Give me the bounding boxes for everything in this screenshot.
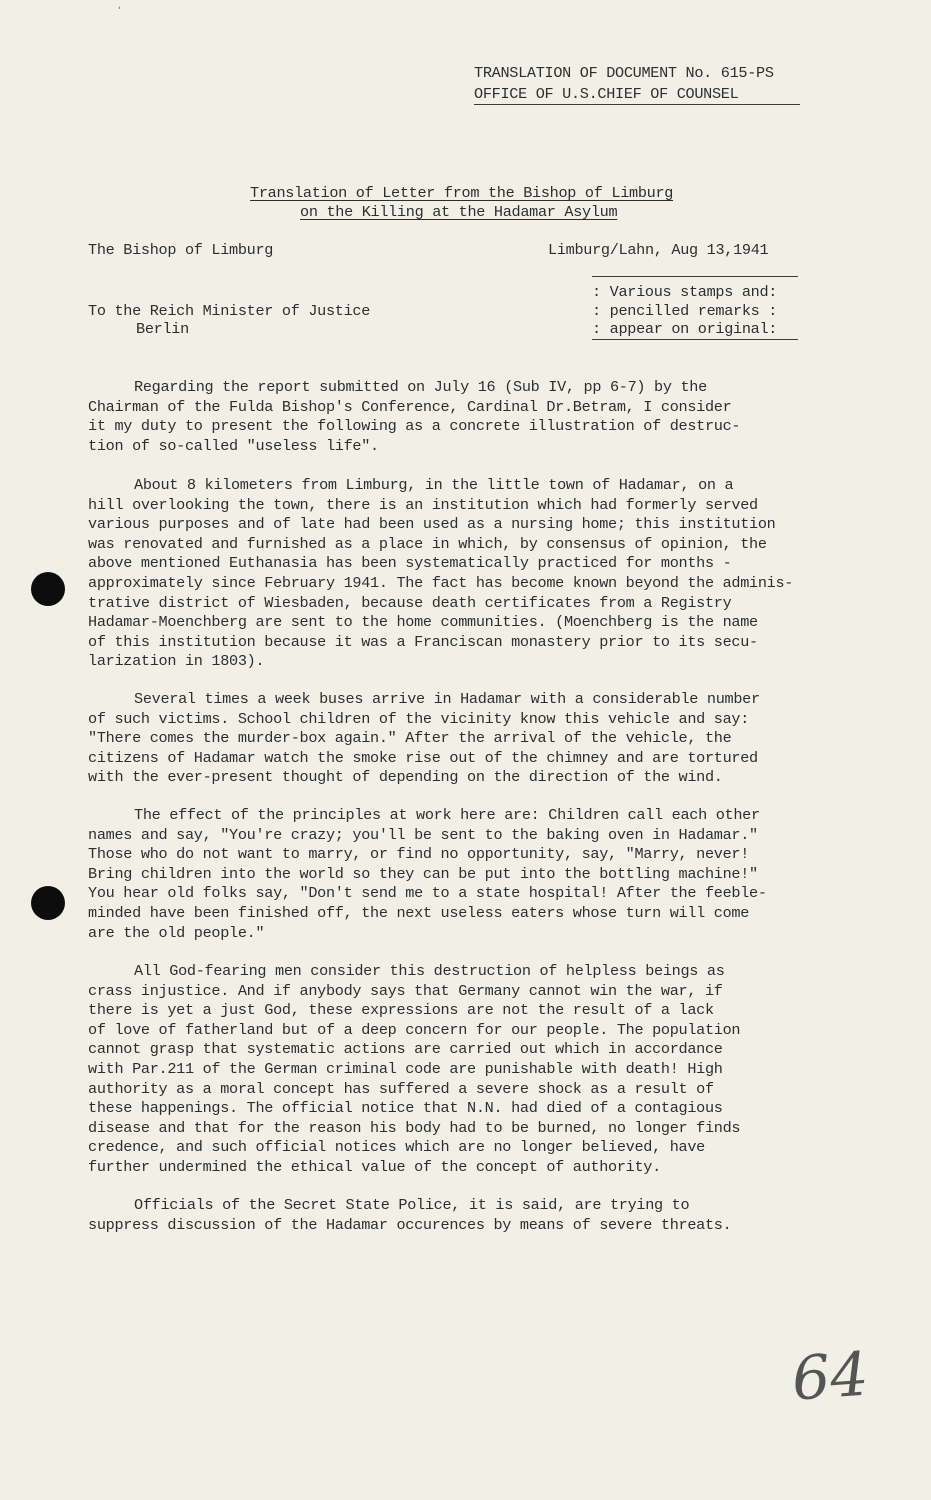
title-line-2: on the Killing at the Hadamar Asylum bbox=[300, 203, 618, 221]
paragraph-6 bbox=[88, 1196, 848, 1235]
stamp-note-line-3: : appear on original: bbox=[592, 320, 778, 338]
paragraph-line: suppress discussion of the Hadamar occurences by means of severe threats. bbox=[88, 1215, 732, 1234]
paragraph-line: All God-fearing men consider this destruction of helpless beings as bbox=[134, 962, 725, 980]
recipient-line-1: To the Reich Minister of Justice bbox=[88, 302, 371, 320]
title-line-1: Translation of Letter from the Bishop of Limburg bbox=[250, 184, 674, 202]
paragraph-4 bbox=[88, 806, 848, 943]
paragraph-line: Those who do not want to marry, or find no opportunity, say, "Marry, never! bbox=[88, 845, 750, 864]
paragraph-line: it my duty to present the following as a concrete illustration of destruc- bbox=[88, 417, 741, 436]
paragraph-line: of this institution because it was a Franciscan monastery prior to its secu- bbox=[88, 632, 758, 651]
paragraph-line: was renovated and furnished as a place in which, by consensus of opinion, the bbox=[88, 534, 767, 553]
header-rule bbox=[474, 104, 800, 105]
sender: The Bishop of Limburg bbox=[88, 241, 274, 259]
handwritten-page-number: 64 bbox=[789, 1339, 871, 1415]
paragraph-5 bbox=[88, 962, 848, 1178]
paragraph-line: Officials of the Secret State Police, it is said, are trying to bbox=[134, 1196, 690, 1214]
header-line-1: TRANSLATION OF DOCUMENT No. 615-PS bbox=[474, 64, 774, 82]
paragraph-line: approximately since February 1941. The fact has become known beyond the adminis- bbox=[88, 573, 794, 592]
paragraph-line: with the ever-present thought of depending on the direction of the wind. bbox=[88, 768, 723, 787]
paragraph-2 bbox=[88, 476, 848, 672]
stamp-note-top-rule bbox=[592, 276, 798, 277]
paragraph-line: with Par.211 of the German criminal code are punishable with death! High bbox=[88, 1059, 723, 1078]
place-date: Limburg/Lahn, Aug 13,1941 bbox=[548, 241, 769, 259]
punch-hole-bottom bbox=[31, 886, 65, 920]
paragraph-line: above mentioned Euthanasia has been systematically practiced for months - bbox=[88, 554, 732, 573]
stamp-note-line-2: : pencilled remarks : bbox=[592, 302, 778, 320]
paragraph-line: citizens of Hadamar watch the smoke rise out of the chimney and are tortured bbox=[88, 748, 758, 767]
paragraph-line: are the old people." bbox=[88, 923, 265, 942]
paragraph-line: cannot grasp that systematic actions are carried out which in accordance bbox=[88, 1040, 723, 1059]
paragraph-line: of such victims. School children of the vicinity know this vehicle and say: bbox=[88, 709, 750, 728]
paragraph-1 bbox=[88, 378, 848, 456]
paragraph-line: crass injustice. And if anybody says that Germany cannot win the war, if bbox=[88, 981, 723, 1000]
paragraph-line: trative district of Wiesbaden, because death certificates from a Registry bbox=[88, 593, 732, 612]
stamp-note-bottom-rule bbox=[592, 339, 798, 340]
paragraph-line: You hear old folks say, "Don't send me to a state hospital! After the feeble- bbox=[88, 884, 767, 903]
paragraph-line: Hadamar-Moenchberg are sent to the home communities. (Moenchberg is the name bbox=[88, 613, 758, 632]
paragraph-line: tion of so-called "useless life". bbox=[88, 436, 379, 455]
paragraph-line: names and say, "You're crazy; you'll be sent to the baking oven in Hadamar." bbox=[88, 825, 758, 844]
punch-hole-top bbox=[31, 572, 65, 606]
paragraph-line: hill overlooking the town, there is an institution which had formerly served bbox=[88, 495, 758, 514]
recipient-line-2: Berlin bbox=[136, 320, 189, 338]
paragraph-line: disease and that for the reason his body had to be burned, no longer finds bbox=[88, 1118, 741, 1137]
paragraph-line: About 8 kilometers from Limburg, in the little town of Hadamar, on a bbox=[134, 476, 734, 494]
paragraph-line: Chairman of the Fulda Bishop's Conference, Cardinal Dr.Betram, I consider bbox=[88, 397, 732, 416]
paragraph-line: "There comes the murder-box again." After the arrival of the vehicle, the bbox=[88, 729, 732, 748]
paragraph-line: Several times a week buses arrive in Hadamar with a considerable number bbox=[134, 690, 760, 708]
paragraph-line: minded have been finished off, the next useless eaters whose turn will come bbox=[88, 903, 750, 922]
header-line-2: OFFICE OF U.S.CHIEF OF COUNSEL bbox=[474, 85, 739, 103]
paragraph-line: further undermined the ethical value of the concept of authority. bbox=[88, 1157, 661, 1176]
paragraph-line: these happenings. The official notice that N.N. had died of a contagious bbox=[88, 1099, 723, 1118]
paragraph-line: Regarding the report submitted on July 16 (Sub IV, pp 6-7) by the bbox=[134, 378, 707, 396]
paragraph-line: Bring children into the world so they can be put into the bottling machine!" bbox=[88, 864, 758, 883]
paragraph-line: there is yet a just God, these expressions are not the result of a lack bbox=[88, 1001, 714, 1020]
paragraph-line: authority as a moral concept has suffered a severe shock as a result of bbox=[88, 1079, 714, 1098]
paragraph-3 bbox=[88, 690, 848, 788]
paragraph-line: of love of fatherland but of a deep concern for our people. The population bbox=[88, 1020, 741, 1039]
paragraph-line: credence, and such official notices which are no longer believed, have bbox=[88, 1138, 705, 1157]
paragraph-line: various purposes and of late had been used as a nursing home; this institution bbox=[88, 515, 776, 534]
top-mark: ' bbox=[118, 6, 121, 16]
stamp-note-line-1: : Various stamps and: bbox=[592, 283, 778, 301]
paragraph-line: larization in 1803). bbox=[88, 652, 265, 671]
paragraph-line: The effect of the principles at work here are: Children call each other bbox=[134, 806, 760, 824]
